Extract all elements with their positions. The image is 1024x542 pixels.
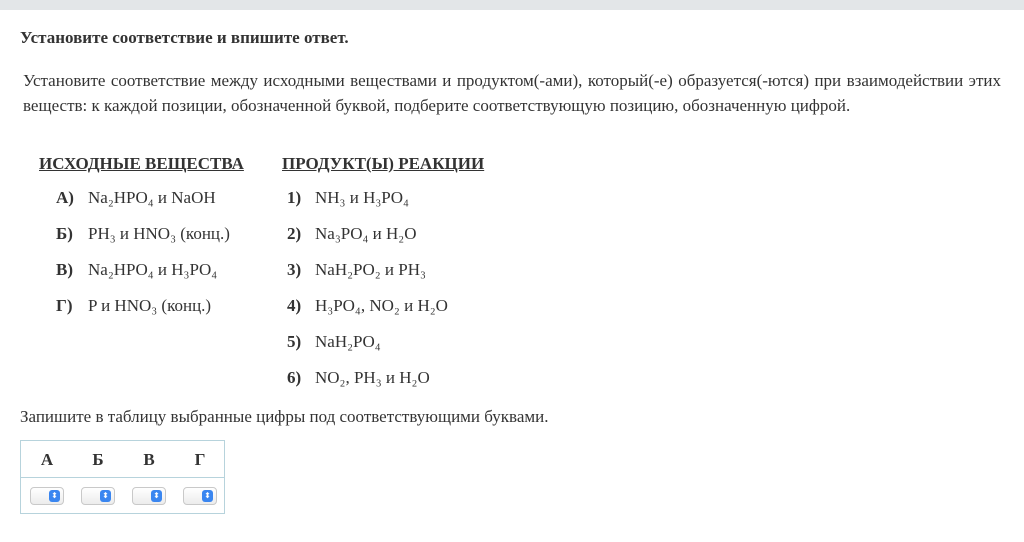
- answer-header-a: А: [40, 450, 54, 469]
- select-updown-icon: ⬍: [49, 490, 60, 502]
- product-key: 4): [287, 296, 302, 315]
- answer-header-b: Б: [92, 450, 104, 469]
- reactant-item: [56, 296, 211, 316]
- product-item: [287, 260, 426, 280]
- reactant-text: Na₂HPO₄ и H₃PO₄: [88, 260, 218, 279]
- product-item: [287, 224, 417, 244]
- product-key: 6): [287, 368, 302, 387]
- reactant-key: А): [56, 188, 74, 207]
- answer-select-b[interactable]: [81, 487, 115, 505]
- answer-select-a[interactable]: [30, 487, 64, 505]
- reactant-key: В): [56, 260, 73, 279]
- reactant-key: Б): [56, 224, 73, 243]
- reactants-header: ИСХОДНЫЕ ВЕЩЕСТВА: [39, 154, 244, 173]
- select-updown-icon: ⬍: [202, 490, 213, 502]
- reactant-key: Г): [56, 296, 73, 315]
- products-header: ПРОДУКТ(Ы) РЕАКЦИИ: [282, 154, 485, 173]
- reactant-item: [56, 260, 217, 280]
- select-updown-icon: ⬍: [151, 490, 162, 502]
- product-key: 1): [287, 188, 302, 207]
- reactant-text: PH₃ и HNO₃ (конц.): [88, 224, 230, 243]
- product-item: [287, 368, 430, 388]
- answer-header-v: В: [143, 450, 155, 469]
- reactant-text: P и HNO₃ (конц.): [88, 296, 212, 315]
- product-key: 3): [287, 260, 302, 279]
- product-text: NaH₂PO₄: [315, 332, 381, 351]
- task-title: Установите соответствие и впишите ответ.: [20, 28, 349, 47]
- answer-select-g[interactable]: [183, 487, 217, 505]
- product-text: Na₃PO₄ и H₂O: [315, 224, 417, 243]
- answer-instruction: Запишите в таблицу выбранные цифры под соответствующими буквами.: [20, 407, 549, 426]
- reactant-item: [56, 188, 216, 208]
- product-text: NO₂, PH₃ и H₂O: [315, 368, 430, 387]
- answer-table-header-row: [21, 441, 224, 478]
- product-item: [287, 188, 409, 208]
- product-text: NaH₂PO₂ и PH₃: [315, 260, 426, 279]
- top-bar: [0, 0, 1024, 10]
- reactant-text: Na₂HPO₄ и NaOH: [88, 188, 216, 207]
- answer-header-g: Г: [194, 450, 206, 469]
- task-statement: Установите соответствие между исходными веществами и продуктом(-ами), который(-е) образуется(-ются) при взаимодействии этих веществ: к каждой позиции, обозначенной буквой, подберите соответствующую позицию, обозначенную цифрой.: [23, 71, 1001, 115]
- answer-select-v[interactable]: [132, 487, 166, 505]
- product-text: H₃PO₄, NO₂ и H₂O: [315, 296, 448, 315]
- product-item: [287, 296, 448, 316]
- answer-table: [20, 440, 225, 514]
- select-updown-icon: ⬍: [100, 490, 111, 502]
- reactant-item: [56, 224, 230, 244]
- product-text: NH₃ и H₃PO₄: [315, 188, 409, 207]
- product-key: 5): [287, 332, 302, 351]
- product-key: 2): [287, 224, 302, 243]
- product-item: [287, 332, 381, 352]
